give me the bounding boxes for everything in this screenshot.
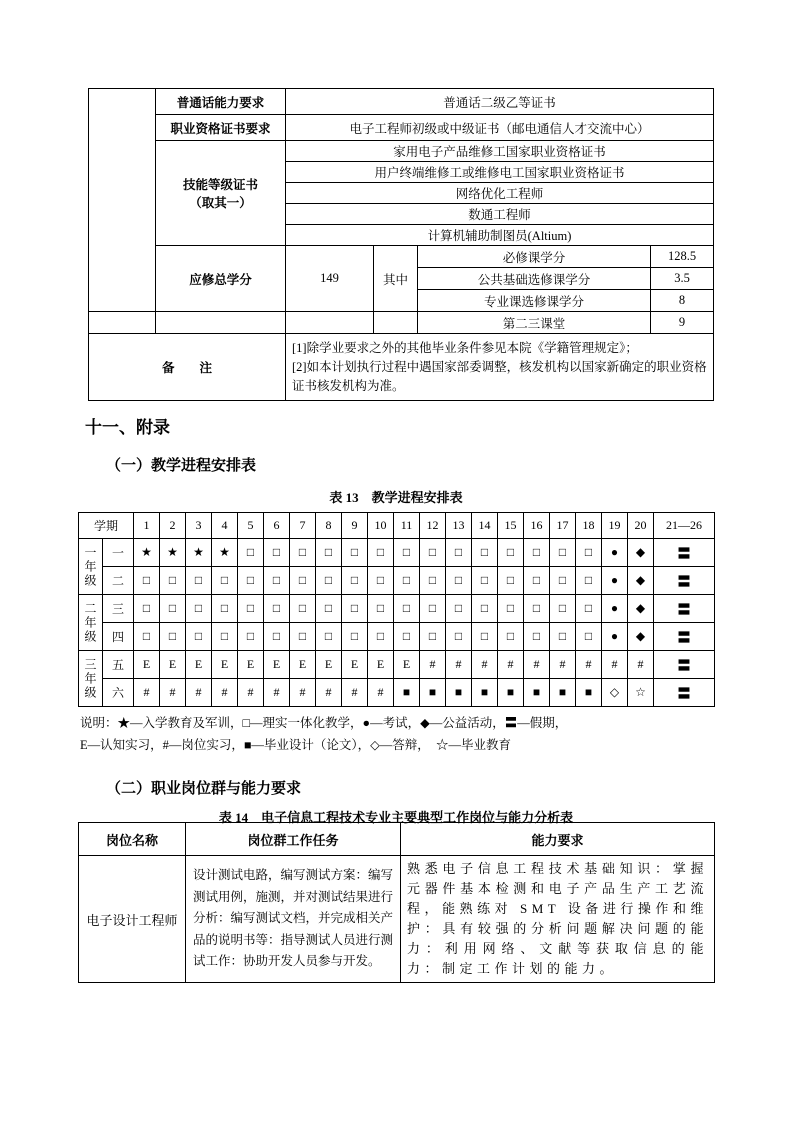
schedule-cell: # <box>134 679 160 707</box>
schedule-cell: □ <box>264 595 290 623</box>
schedule-cell: □ <box>394 623 420 651</box>
schedule-legend <box>80 712 714 756</box>
schedule-cell: E <box>368 651 394 679</box>
schedule-header-semester: 学期 <box>79 513 134 539</box>
schedule-cell: # <box>186 679 212 707</box>
schedule-cell: □ <box>160 623 186 651</box>
schedule-cell: □ <box>186 595 212 623</box>
schedule-cell: ■ <box>472 679 498 707</box>
mandarin-requirement-label: 普通话能力要求 <box>156 89 286 115</box>
schedule-cell: # <box>290 679 316 707</box>
schedule-cell: ■ <box>576 679 602 707</box>
schedule-week-header: 14 <box>472 513 498 539</box>
cert-empty-cell <box>89 312 156 334</box>
schedule-cell: □ <box>394 567 420 595</box>
schedule-cell: □ <box>498 623 524 651</box>
schedule-cell: □ <box>472 595 498 623</box>
jobs-table <box>78 822 715 983</box>
schedule-cell: □ <box>264 567 290 595</box>
schedule-cell: # <box>602 651 628 679</box>
schedule-cell: □ <box>316 623 342 651</box>
schedule-cell: # <box>472 651 498 679</box>
schedule-cell: E <box>264 651 290 679</box>
schedule-week-header: 2 <box>160 513 186 539</box>
jobs-header-abilities: 能力要求 <box>401 823 715 856</box>
job-abilities: 熟悉电子信息工程技术基础知识：掌握元器件基本检测和电子产品生产工艺流程，能熟练对 SMT 设备进行操作和维护：具有较强的分析问题解决问题的能力：利用网络、文献等获取信息的能力：制定工作计划的能力。 <box>401 856 715 983</box>
schedule-cell: □ <box>446 595 472 623</box>
table13-caption: 表 13 教学进程安排表 <box>329 490 463 505</box>
schedule-cell: □ <box>498 567 524 595</box>
schedule-cell: ◆ <box>628 595 654 623</box>
schedule-semester-label: 五 <box>103 651 134 679</box>
credit-row-label: 专业课选修课学分 <box>418 290 651 312</box>
schedule-cell: □ <box>472 539 498 567</box>
cert-left-spacer-cell <box>89 89 156 312</box>
schedule-cell: ■ <box>498 679 524 707</box>
schedule-cell: ● <box>602 539 628 567</box>
schedule-week-header: 11 <box>394 513 420 539</box>
schedule-cell: □ <box>238 539 264 567</box>
schedule-cell: □ <box>576 567 602 595</box>
schedule-cell: ● <box>602 567 628 595</box>
subsection-heading-jobs: （二）职业岗位群与能力要求 <box>106 781 302 797</box>
cert-empty-cell <box>156 312 286 334</box>
schedule-cell: # <box>576 651 602 679</box>
schedule-cell: □ <box>576 623 602 651</box>
schedule-cell: □ <box>576 539 602 567</box>
schedule-cell: # <box>368 679 394 707</box>
schedule-cell: ■ <box>446 679 472 707</box>
schedule-cell: □ <box>368 595 394 623</box>
skill-cert-label-line2: （取其一） <box>189 196 252 210</box>
skill-cert-item: 网络优化工程师 <box>286 183 714 204</box>
schedule-cell: □ <box>498 595 524 623</box>
schedule-cell: □ <box>290 623 316 651</box>
credit-extra-value: 9 <box>651 312 714 334</box>
schedule-cell: E <box>290 651 316 679</box>
schedule-week-header: 16 <box>524 513 550 539</box>
schedule-cell: □ <box>212 567 238 595</box>
schedule-cell: □ <box>420 567 446 595</box>
schedule-cell: □ <box>446 539 472 567</box>
schedule-cell: □ <box>550 539 576 567</box>
cert-empty-cell <box>286 312 374 334</box>
schedule-cell: # <box>524 651 550 679</box>
total-credits-label: 应修总学分 <box>156 246 286 312</box>
schedule-cell: ★ <box>186 539 212 567</box>
schedule-cell: E <box>134 651 160 679</box>
schedule-cell: □ <box>420 623 446 651</box>
schedule-cell: E <box>238 651 264 679</box>
table14-caption: 表 14 电子信息工程技术专业主要典型工作岗位与能力分析表 <box>218 810 574 825</box>
schedule-semester-label: 三 <box>103 595 134 623</box>
schedule-cell: # <box>550 651 576 679</box>
skill-cert-item: 用户终端维修工或维修电工国家职业资格证书 <box>286 162 714 183</box>
vocational-cert-label: 职业资格证书要求 <box>156 115 286 141</box>
schedule-cell: □ <box>368 539 394 567</box>
schedule-cell: E <box>212 651 238 679</box>
schedule-cell: # <box>420 651 446 679</box>
schedule-week-header: 18 <box>576 513 602 539</box>
schedule-year-label: 二年级 <box>79 595 103 651</box>
credit-row-value: 8 <box>651 290 714 312</box>
schedule-cell: ◆ <box>628 539 654 567</box>
schedule-cell: ◇ <box>602 679 628 707</box>
schedule-cell: □ <box>342 539 368 567</box>
remark-text <box>286 334 714 401</box>
schedule-cell: □ <box>524 539 550 567</box>
schedule-cell: □ <box>342 595 368 623</box>
schedule-week-header: 13 <box>446 513 472 539</box>
schedule-cell: 〓 <box>654 679 715 707</box>
skill-cert-item: 数通工程师 <box>286 204 714 225</box>
schedule-cell: □ <box>446 567 472 595</box>
schedule-cell: ◆ <box>628 623 654 651</box>
schedule-week-header: 4 <box>212 513 238 539</box>
schedule-cell: □ <box>134 595 160 623</box>
remark-line-1: [1]除学业要求之外的其他毕业条件参见本院《学籍管理规定》； <box>292 340 638 355</box>
job-title: 电子设计工程师 <box>79 856 186 983</box>
schedule-cell: □ <box>316 539 342 567</box>
schedule-cell: ☆ <box>628 679 654 707</box>
schedule-cell: □ <box>134 623 160 651</box>
schedule-cell: □ <box>238 623 264 651</box>
schedule-legend-line2: E—认知实习，#—岗位实习，■—毕业设计（论文），◇—答辩， ☆—毕业教育 <box>80 738 512 752</box>
schedule-cell: □ <box>472 567 498 595</box>
schedule-cell: □ <box>212 595 238 623</box>
schedule-cell: ★ <box>160 539 186 567</box>
schedule-cell: # <box>628 651 654 679</box>
schedule-week-header: 19 <box>602 513 628 539</box>
schedule-week-header: 17 <box>550 513 576 539</box>
skill-cert-item: 计算机辅助制图员(Altium) <box>286 225 714 246</box>
skill-cert-label-line1: 技能等级证书 <box>182 178 258 192</box>
schedule-cell: □ <box>290 595 316 623</box>
vocational-cert-value: 电子工程师初级或中级证书（邮电通信人才交流中心） <box>286 115 714 141</box>
schedule-cell: E <box>342 651 368 679</box>
schedule-cell: □ <box>134 567 160 595</box>
mandarin-requirement-value: 普通话二级乙等证书 <box>286 89 714 115</box>
schedule-cell: 〓 <box>654 567 715 595</box>
schedule-cell: # <box>342 679 368 707</box>
schedule-cell: ■ <box>524 679 550 707</box>
schedule-cell: 〓 <box>654 623 715 651</box>
schedule-cell: □ <box>498 539 524 567</box>
remark-label: 备 注 <box>89 334 286 401</box>
schedule-cell: □ <box>550 623 576 651</box>
schedule-cell: □ <box>342 623 368 651</box>
schedule-cell: # <box>316 679 342 707</box>
jobs-table-row <box>79 856 715 983</box>
schedule-cell: □ <box>420 595 446 623</box>
schedule-cell: □ <box>524 567 550 595</box>
schedule-cell: 〓 <box>654 651 715 679</box>
schedule-cell: □ <box>238 595 264 623</box>
schedule-week-header: 12 <box>420 513 446 539</box>
schedule-cell: # <box>238 679 264 707</box>
schedule-cell: 〓 <box>654 539 715 567</box>
schedule-cell: □ <box>316 595 342 623</box>
schedule-cell: 〓 <box>654 595 715 623</box>
schedule-cell: # <box>264 679 290 707</box>
schedule-cell: ★ <box>212 539 238 567</box>
credits-of-which-label: 其中 <box>374 246 418 312</box>
schedule-cell: ■ <box>420 679 446 707</box>
schedule-cell: E <box>394 651 420 679</box>
schedule-cell: # <box>160 679 186 707</box>
schedule-cell: □ <box>524 595 550 623</box>
schedule-cell: □ <box>238 567 264 595</box>
schedule-week-header: 6 <box>264 513 290 539</box>
skill-cert-label <box>156 141 286 246</box>
schedule-cell: ■ <box>394 679 420 707</box>
schedule-cell: □ <box>524 623 550 651</box>
schedule-week-header: 15 <box>498 513 524 539</box>
certificate-credits-table <box>88 88 714 401</box>
schedule-cell: ● <box>602 595 628 623</box>
credit-row-value: 128.5 <box>651 246 714 268</box>
schedule-cell: □ <box>186 623 212 651</box>
schedule-week-header: 5 <box>238 513 264 539</box>
schedule-semester-label: 六 <box>103 679 134 707</box>
schedule-cell: ★ <box>134 539 160 567</box>
schedule-table <box>78 512 715 707</box>
schedule-week-header: 7 <box>290 513 316 539</box>
schedule-year-label: 一年级 <box>79 539 103 595</box>
schedule-cell: # <box>498 651 524 679</box>
schedule-week-header: 8 <box>316 513 342 539</box>
schedule-cell: □ <box>264 623 290 651</box>
schedule-cell: □ <box>342 567 368 595</box>
schedule-cell: □ <box>264 539 290 567</box>
schedule-year-label: 三年级 <box>79 651 103 707</box>
schedule-semester-label: 四 <box>103 623 134 651</box>
subsection-heading-schedule: （一）教学进程安排表 <box>106 458 257 474</box>
credit-row-label: 公共基础选修课学分 <box>418 268 651 290</box>
schedule-cell: E <box>160 651 186 679</box>
schedule-cell: □ <box>420 539 446 567</box>
schedule-week-header: 1 <box>134 513 160 539</box>
schedule-semester-label: 二 <box>103 567 134 595</box>
schedule-cell: □ <box>550 595 576 623</box>
jobs-header-tasks: 岗位群工作任务 <box>186 823 401 856</box>
schedule-cell: □ <box>160 595 186 623</box>
schedule-cell: □ <box>394 539 420 567</box>
schedule-cell: □ <box>186 567 212 595</box>
total-credits-value: 149 <box>286 246 374 312</box>
schedule-cell: E <box>316 651 342 679</box>
schedule-cell: □ <box>160 567 186 595</box>
schedule-cell: E <box>186 651 212 679</box>
schedule-week-header: 21—26 <box>654 513 715 539</box>
schedule-cell: ■ <box>550 679 576 707</box>
schedule-week-header: 20 <box>628 513 654 539</box>
schedule-cell: □ <box>576 595 602 623</box>
schedule-cell: ◆ <box>628 567 654 595</box>
skill-cert-item: 家用电子产品维修工国家职业资格证书 <box>286 141 714 162</box>
schedule-cell: □ <box>212 623 238 651</box>
schedule-cell: ● <box>602 623 628 651</box>
schedule-cell: □ <box>368 623 394 651</box>
schedule-cell: □ <box>472 623 498 651</box>
schedule-cell: □ <box>394 595 420 623</box>
cert-empty-cell <box>374 312 418 334</box>
schedule-cell: □ <box>550 567 576 595</box>
credit-extra-label: 第二三课堂 <box>418 312 651 334</box>
jobs-header-position: 岗位名称 <box>79 823 186 856</box>
schedule-cell: # <box>446 651 472 679</box>
remark-line-2: [2]如本计划执行过程中遇国家部委调整，核发机构以国家新确定的职业资格证书核发机构为准。 <box>292 359 707 393</box>
schedule-week-header: 10 <box>368 513 394 539</box>
schedule-cell: □ <box>446 623 472 651</box>
schedule-cell: □ <box>290 539 316 567</box>
schedule-cell: □ <box>316 567 342 595</box>
schedule-cell: # <box>212 679 238 707</box>
credit-row-label: 必修课学分 <box>418 246 651 268</box>
schedule-semester-label: 一 <box>103 539 134 567</box>
section-heading-appendix: 十一、附录 <box>85 418 170 437</box>
schedule-cell: □ <box>290 567 316 595</box>
schedule-week-header: 9 <box>342 513 368 539</box>
schedule-legend-line1: 说明：★—入学教育及军训，□—理实一体化教学，●—考试，◆—公益活动，〓—假期， <box>80 716 568 730</box>
schedule-cell: □ <box>368 567 394 595</box>
credit-row-value: 3.5 <box>651 268 714 290</box>
job-tasks: 设计测试电路，编写测试方案：编写测试用例，施测，并对测试结果进行分析：编写测试文档，并完成相关产品的说明书等：指导测试人员进行测试工作：协助开发人员参与开发。 <box>186 856 401 983</box>
schedule-week-header: 3 <box>186 513 212 539</box>
